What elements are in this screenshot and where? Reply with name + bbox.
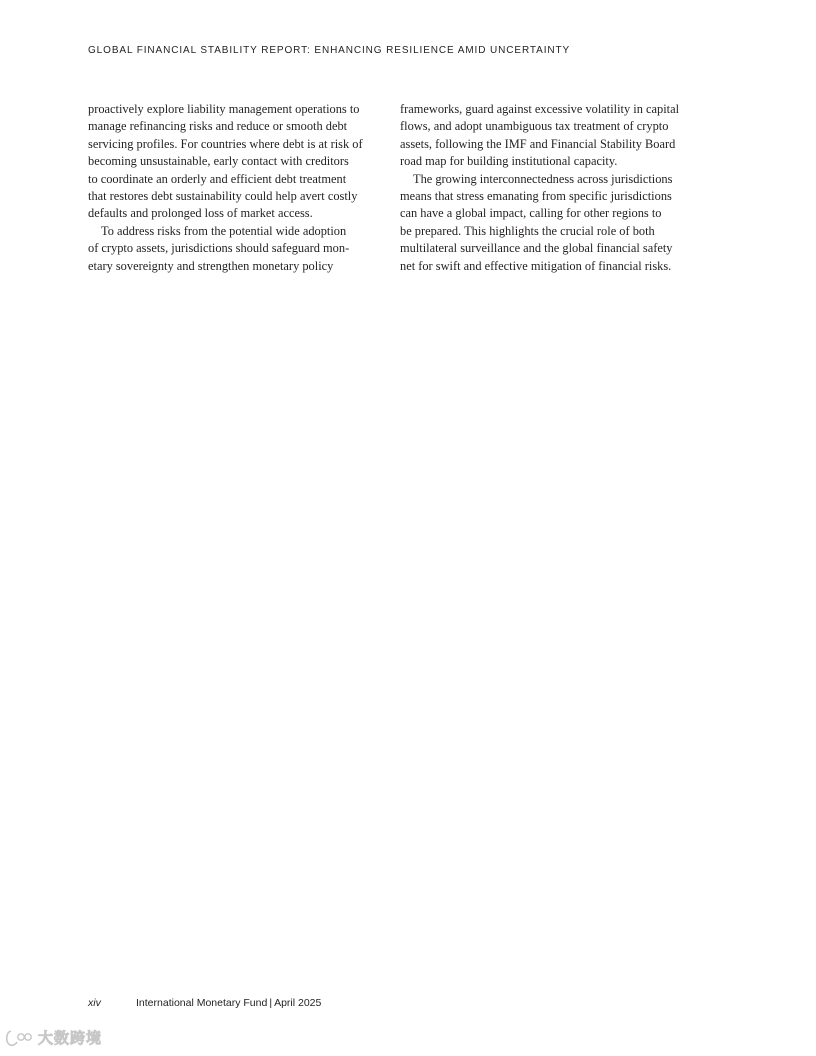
text-line: proactively explore liability management operations to xyxy=(88,102,360,116)
right-column xyxy=(400,101,690,275)
text-line: of crypto assets, jurisdictions should safeguard mon- xyxy=(88,241,350,256)
left-column xyxy=(88,101,378,275)
paragraph-first-line: To address risks from the potential wide adoption xyxy=(101,223,347,238)
watermark-text: 大数跨境 xyxy=(38,1029,103,1047)
text-line: means that stress emanating from specific jurisdictions xyxy=(400,188,672,203)
text-line: flows, and adopt unambiguous tax treatment of crypto xyxy=(400,119,669,134)
watermark-logo-icon xyxy=(4,1028,34,1048)
text-line: manage refinancing risks and reduce or smooth debt xyxy=(88,119,348,134)
paragraph-first-line: The growing interconnectedness across jurisdictions xyxy=(413,171,673,186)
text-line: assets, following the IMF and Financial Stability Board xyxy=(400,136,676,151)
footer-date: April 2025 xyxy=(274,997,322,1009)
text-line: servicing profiles. For countries where debt is at risk of xyxy=(88,136,363,151)
text-line: road map for building institutional capacity. xyxy=(400,154,618,169)
footer-separator: | xyxy=(269,997,273,1009)
text-line: frameworks, guard against excessive volatility in capital xyxy=(400,102,680,116)
text-line: to coordinate an orderly and efficient debt treatment xyxy=(88,171,347,186)
running-header: GLOBAL FINANCIAL STABILITY REPORT: ENHANCING RESILIENCE AMID UNCERTAINTY xyxy=(88,45,571,56)
text-line: etary sovereignty and strengthen monetary policy xyxy=(88,258,334,273)
text-line: multilateral surveillance and the global financial safety xyxy=(400,241,673,256)
text-line: defaults and prolonged loss of market access. xyxy=(88,206,313,221)
text-line: can have a global impact, calling for other regions to xyxy=(400,206,662,221)
page-footer xyxy=(88,997,321,1009)
text-line: be prepared. This highlights the crucial role of both xyxy=(400,223,655,238)
footer-publisher: International Monetary Fund xyxy=(136,997,268,1009)
page-number: xiv xyxy=(88,997,101,1009)
text-line: becoming unsustainable, early contact with creditors xyxy=(88,154,349,169)
text-line: net for swift and effective mitigation of financial risks. xyxy=(400,258,672,273)
watermark xyxy=(4,1027,102,1048)
text-line: that restores debt sustainability could help avert costly xyxy=(88,188,358,203)
